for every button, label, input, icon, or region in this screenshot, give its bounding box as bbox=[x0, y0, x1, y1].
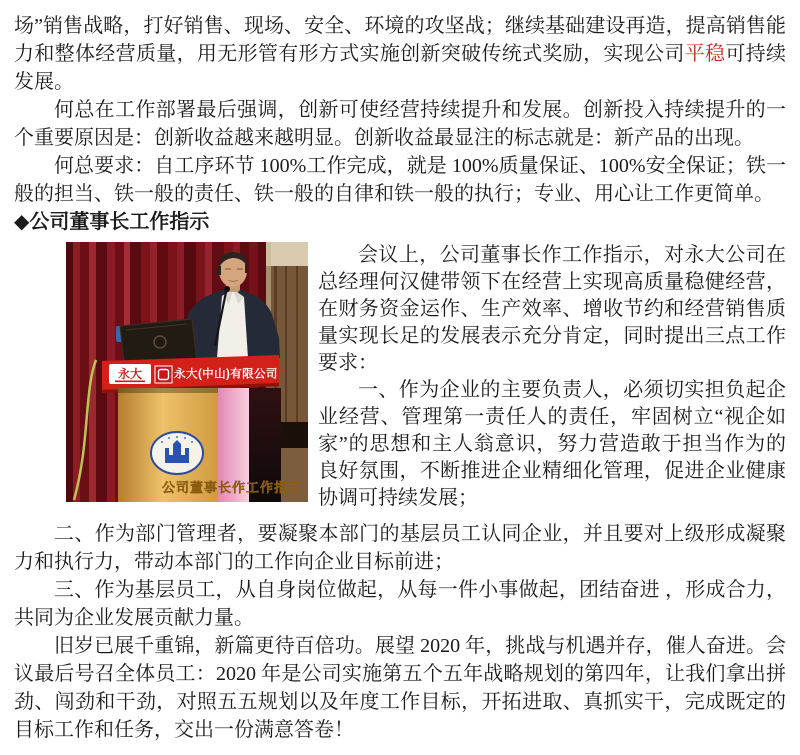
paragraph-3: 何总要求：自工序环节 100%工作完成，就是 100%质量保证、100%安全保证；铁一般的担当、铁一般的责任、铁一般的自律和铁一般的执行；专业、用心让工作更简单。 bbox=[14, 155, 786, 205]
section-heading: ◆公司董事长工作指示 bbox=[14, 211, 210, 233]
paragraph-7: 三、作为基层员工，从自身岗位做起，从每一件小事做起，团结奋进 ，形成合力，共同为企业发展贡献力量。 bbox=[14, 579, 786, 629]
paragraph-5: 一、作为企业的主要负责人，必须切实担负起企业经营、管理第一责任人的责任，牢固树立“视企如家”的思想和主人翁意识，努力营造敢于担当作为的良好氛围，不断推进企业精细化管理，促进企业健康协调可持续发展； bbox=[318, 379, 786, 509]
school-emblem-icon bbox=[151, 432, 203, 474]
paragraph-8: 旧岁已展千重锦，新篇更待百倍功。展望 2020 年，挑战与机遇并存，催人奋进。会议最后号召全体员工：2020 年是公司实施第五个五年战略规划的第四年，让我们拿出拼劲、闯劲和干劲，对照五五规划以及年度工作目标，开拓进取、真抓实干，完成既定的目标工作和任务，交出一份满意答卷！ bbox=[14, 635, 786, 741]
photo-caption: 公司董事长作工作指示 bbox=[161, 480, 303, 495]
yongda-seal-icon bbox=[155, 366, 172, 383]
paragraph-1-tail: 可持续发展。 bbox=[14, 43, 787, 93]
paragraph-1-text: 场”销售战略，打好销售、现场、安全、环境的攻坚战；继续基础建设再造，提高销售能力和整体经营质量，用无形管有形方式实施创新突破传统式奖励，实现公司 bbox=[14, 15, 786, 65]
highlight-red-text: 平稳 bbox=[684, 43, 726, 65]
paragraph-1 bbox=[14, 12, 786, 96]
closing-paragraphs bbox=[14, 520, 786, 744]
yongda-logo bbox=[109, 364, 151, 384]
paragraph-6: 二、作为部门管理者，要凝聚本部门的基层员工认同企业，并且要对上级形成凝聚力和执行力，带动本部门的工作向企业目标前进； bbox=[14, 523, 786, 573]
company-banner-text: 永大(中山)有限公司 bbox=[174, 368, 278, 381]
paragraph-4: 会议上，公司董事长作工作指示，对永大公司在总经理何汉健带领下在经营上实现高质量稳健经营，在财务资金运作、生产效率、增收节约和经营销售质量实现长足的发展表示充分肯定，同时提出三点工作要求： bbox=[318, 244, 786, 374]
paragraph-2: 何总在工作部署最后强调，创新可使经营持续提升和发展。创新投入持续提升的一个重要原因是：创新收益越来越明显。创新收益最显注的标志就是：新产品的出现。 bbox=[14, 99, 786, 149]
event-photo bbox=[66, 242, 308, 502]
laptop bbox=[116, 319, 197, 364]
photo-text-block bbox=[14, 242, 786, 512]
yongda-logo-text: 永大 bbox=[117, 367, 143, 381]
